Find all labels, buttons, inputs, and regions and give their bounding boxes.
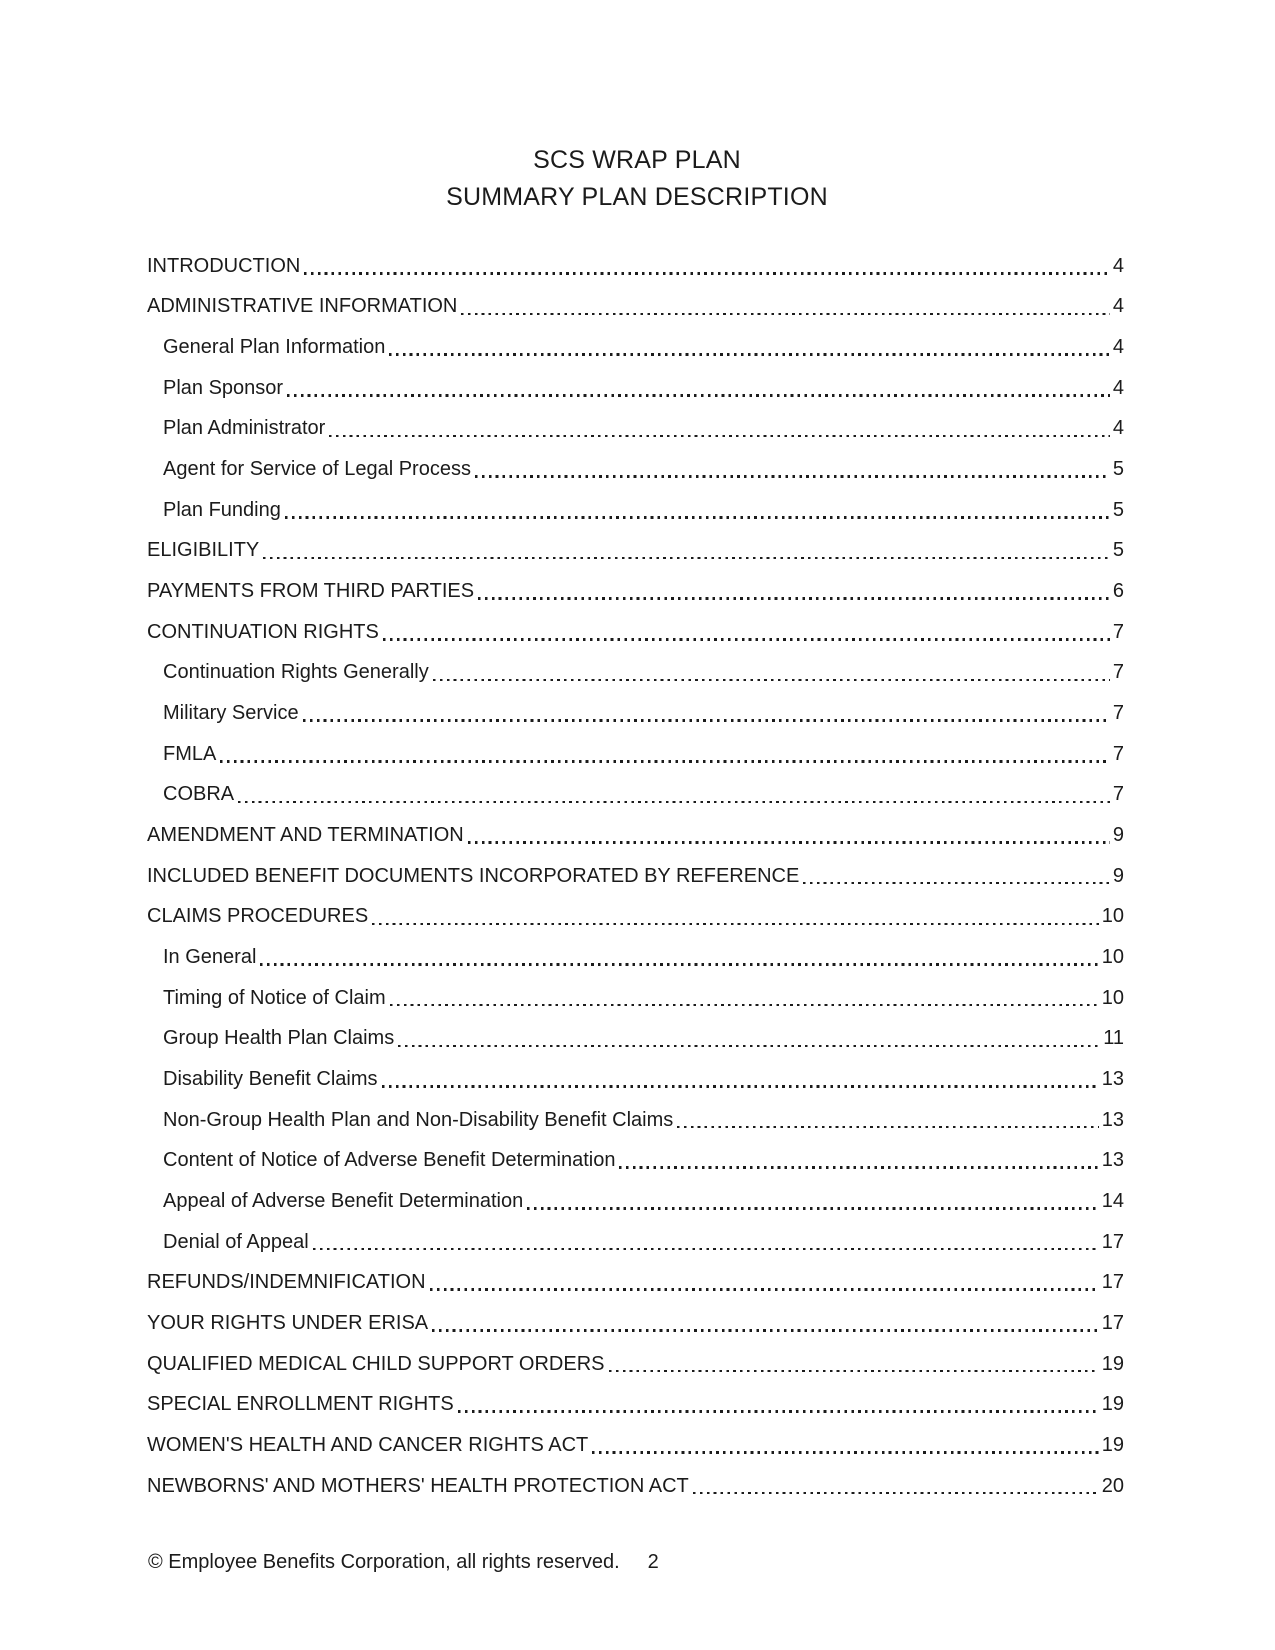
toc-leader-dots: [609, 1370, 1099, 1373]
toc-entry-label: WOMEN'S HEALTH AND CANCER RIGHTS ACT: [147, 1433, 589, 1456]
toc-entry-page: 17: [1101, 1271, 1124, 1294]
toc-entry[interactable]: [147, 693, 1124, 734]
toc-leader-dots: [383, 638, 1110, 641]
toc-entry-label: ADMINISTRATIVE INFORMATION: [147, 295, 458, 318]
toc-entry-page: 10: [1101, 945, 1124, 968]
toc-entry[interactable]: [147, 612, 1124, 653]
toc-leader-dots: [303, 719, 1110, 722]
toc-entry-label: QUALIFIED MEDICAL CHILD SUPPORT ORDERS: [147, 1352, 605, 1375]
toc-entry-page: 7: [1112, 783, 1124, 806]
toc-leader-dots: [432, 1329, 1099, 1332]
toc-entry[interactable]: [147, 1262, 1124, 1303]
toc-entry-label: PAYMENTS FROM THIRD PARTIES: [147, 580, 475, 603]
toc-entry-label: FMLA: [163, 742, 217, 765]
page-number: 2: [647, 1551, 659, 1573]
toc-entry[interactable]: [147, 734, 1124, 775]
toc-entry-page: 13: [1101, 1149, 1124, 1172]
toc-leader-dots: [389, 353, 1110, 356]
toc-entry-page: 17: [1101, 1230, 1124, 1253]
toc-entry-page: 19: [1101, 1352, 1124, 1375]
toc-entry[interactable]: [147, 246, 1124, 287]
toc-entry-label: Military Service: [163, 702, 299, 725]
toc-entry-page: 13: [1101, 1108, 1124, 1131]
toc-leader-dots: [382, 1085, 1099, 1088]
toc-entry-page: 5: [1112, 458, 1124, 481]
toc-leader-dots: [430, 1288, 1099, 1291]
toc-entry-label: Content of Notice of Adverse Benefit Determination: [163, 1149, 616, 1172]
toc-entry[interactable]: [147, 978, 1124, 1019]
toc-entry[interactable]: [147, 368, 1124, 409]
toc-entry-page: 4: [1112, 295, 1124, 318]
toc-entry[interactable]: [147, 1303, 1124, 1344]
toc-leader-dots: [461, 313, 1110, 316]
toc-leader-dots: [287, 394, 1110, 397]
toc-entry-label: Disability Benefit Claims: [163, 1067, 378, 1090]
copyright-text: © Employee Benefits Corporation, all rights reserved.: [148, 1551, 620, 1573]
toc-leader-dots: [458, 1410, 1099, 1413]
toc-entry-label: Continuation Rights Generally: [163, 661, 429, 684]
toc-leader-dots: [260, 963, 1098, 966]
toc-leader-dots: [220, 760, 1110, 763]
toc-entry-label: COBRA: [163, 783, 235, 806]
toc-entry-label: ELIGIBILITY: [147, 539, 260, 562]
page-footer: [148, 1551, 1124, 1574]
toc-entry[interactable]: [147, 1018, 1124, 1059]
toc-entry[interactable]: [147, 1425, 1124, 1466]
toc-entry[interactable]: [147, 1100, 1124, 1141]
toc-entry-page: 7: [1112, 702, 1124, 725]
toc-entry[interactable]: [147, 409, 1124, 450]
toc-leader-dots: [592, 1451, 1098, 1454]
toc-entry[interactable]: [147, 449, 1124, 490]
toc-entry-label: Non-Group Health Plan and Non-Disability Benefit Claims: [163, 1108, 674, 1131]
toc-entry[interactable]: [147, 287, 1124, 328]
toc-entry-page: 19: [1101, 1393, 1124, 1416]
title-line-1: SCS WRAP PLAN: [533, 146, 741, 174]
toc-entry-label: INCLUDED BENEFIT DOCUMENTS INCORPORATED BY REFERENCE: [147, 864, 800, 887]
toc-leader-dots: [527, 1207, 1099, 1210]
toc-leader-dots: [372, 923, 1099, 926]
toc-entry[interactable]: [147, 775, 1124, 816]
toc-leader-dots: [285, 516, 1110, 519]
toc-entry-label: Denial of Appeal: [163, 1230, 309, 1253]
toc-entry[interactable]: [147, 490, 1124, 531]
toc-entry-page: 13: [1101, 1067, 1124, 1090]
toc-entry-label: YOUR RIGHTS UNDER ERISA: [147, 1311, 429, 1334]
toc-entry[interactable]: [147, 531, 1124, 572]
toc-entry-page: 9: [1112, 864, 1124, 887]
toc-leader-dots: [475, 475, 1110, 478]
toc-leader-dots: [478, 597, 1110, 600]
toc-entry-page: 7: [1112, 742, 1124, 765]
toc-entry-page: 4: [1112, 254, 1124, 277]
toc-leader-dots: [329, 435, 1110, 438]
toc-entry[interactable]: [147, 571, 1124, 612]
toc-entry-label: Group Health Plan Claims: [163, 1027, 395, 1050]
toc-entry-page: 19: [1101, 1433, 1124, 1456]
toc-entry[interactable]: [147, 1384, 1124, 1425]
toc-leader-dots: [398, 1045, 1100, 1048]
toc-entry-page: 5: [1112, 498, 1124, 521]
toc-entry[interactable]: [147, 1140, 1124, 1181]
title-line-2: SUMMARY PLAN DESCRIPTION: [446, 183, 828, 211]
toc-entry-page: 9: [1112, 824, 1124, 847]
toc-entry[interactable]: [147, 856, 1124, 897]
toc-entry-label: SPECIAL ENROLLMENT RIGHTS: [147, 1393, 454, 1416]
toc-entry[interactable]: [147, 815, 1124, 856]
toc-entry-label: Timing of Notice of Claim: [163, 986, 386, 1009]
toc-entry[interactable]: [147, 653, 1124, 694]
toc-entry-label: CLAIMS PROCEDURES: [147, 905, 369, 928]
toc-entry-page: 14: [1101, 1189, 1124, 1212]
toc-entry-page: 4: [1112, 417, 1124, 440]
toc-entry[interactable]: [147, 1222, 1124, 1263]
toc-entry-label: REFUNDS/INDEMNIFICATION: [147, 1271, 426, 1294]
toc-leader-dots: [677, 1126, 1099, 1129]
toc-entry-label: NEWBORNS' AND MOTHERS' HEALTH PROTECTION ACT: [147, 1474, 689, 1497]
toc-entry[interactable]: [147, 1059, 1124, 1100]
toc-entry[interactable]: [147, 1344, 1124, 1385]
toc-entry-label: Plan Funding: [163, 498, 281, 521]
toc-entry-label: CONTINUATION RIGHTS: [147, 620, 379, 643]
toc-leader-dots: [238, 801, 1110, 804]
toc-entry[interactable]: [147, 1466, 1124, 1507]
toc-leader-dots: [803, 882, 1110, 885]
toc-entry-page: 6: [1112, 580, 1124, 603]
toc-leader-dots: [263, 557, 1110, 560]
toc-entry-label: Agent for Service of Legal Process: [163, 458, 471, 481]
document-title: [150, 142, 1124, 216]
toc-entry-page: 20: [1101, 1474, 1124, 1497]
toc-entry-label: AMENDMENT AND TERMINATION: [147, 824, 464, 847]
toc-entry-page: 17: [1101, 1311, 1124, 1334]
toc-entry-page: 11: [1103, 1027, 1124, 1050]
toc-leader-dots: [468, 841, 1110, 844]
table-of-contents: [147, 246, 1124, 1506]
toc-entry[interactable]: [147, 937, 1124, 978]
toc-leader-dots: [304, 272, 1110, 275]
toc-entry-label: In General: [163, 945, 257, 968]
toc-entry-page: 7: [1112, 661, 1124, 684]
toc-entry-label: INTRODUCTION: [147, 254, 301, 277]
toc-entry-label: Plan Administrator: [163, 417, 326, 440]
toc-entry-label: Appeal of Adverse Benefit Determination: [163, 1189, 524, 1212]
toc-entry[interactable]: [147, 897, 1124, 938]
toc-leader-dots: [693, 1492, 1099, 1495]
toc-entry-label: General Plan Information: [163, 336, 386, 359]
toc-entry-page: 10: [1101, 905, 1124, 928]
toc-entry[interactable]: [147, 327, 1124, 368]
toc-leader-dots: [390, 1004, 1099, 1007]
toc-entry-page: 7: [1112, 620, 1124, 643]
toc-entry-page: 4: [1112, 336, 1124, 359]
toc-entry-page: 4: [1112, 376, 1124, 399]
toc-entry[interactable]: [147, 1181, 1124, 1222]
toc-entry-page: 10: [1101, 986, 1124, 1009]
toc-entry-label: Plan Sponsor: [163, 376, 284, 399]
toc-leader-dots: [619, 1166, 1098, 1169]
toc-leader-dots: [313, 1248, 1099, 1251]
toc-entry-page: 5: [1112, 539, 1124, 562]
toc-leader-dots: [433, 679, 1110, 682]
